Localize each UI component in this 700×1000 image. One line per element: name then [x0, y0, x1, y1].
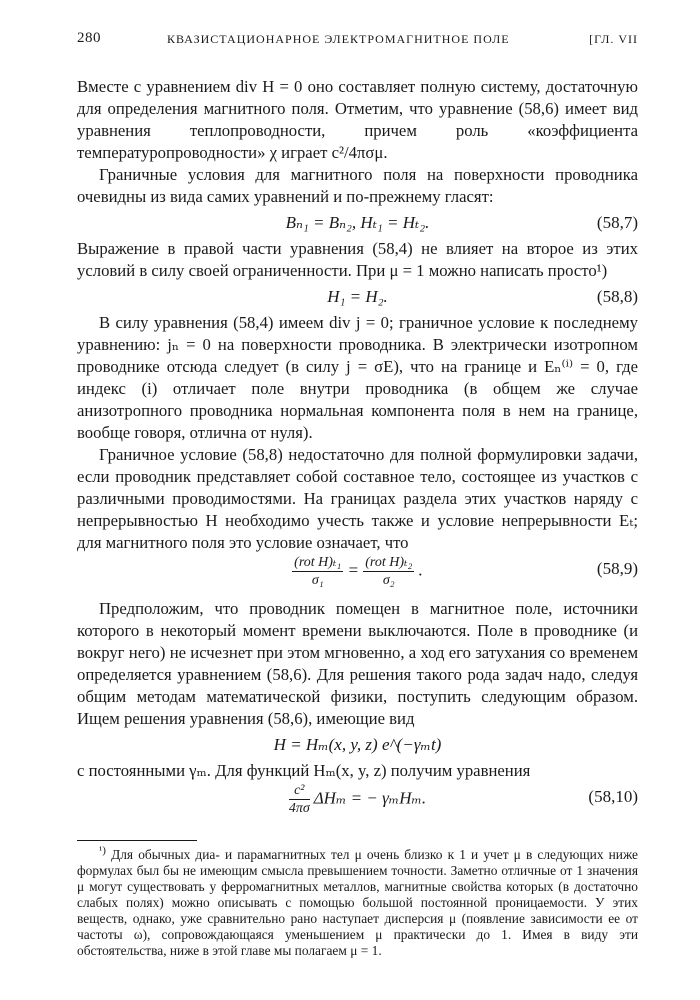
footnote-text: Для обычных диа- и парамагнитных тел μ очень близко к 1 и учет μ в следующих ниже формулах был бы не имеющим смысла превышением точности. Заметно отличные от 1 значения μ могут существовать у ферромагнитных металлов, магнитные свойства которых (в достаточно слабых полях) можно описывать с помощью большой постоянной проницаемости. У этих веществ, однако, уже сравнительно рано наступает дисперсия μ (появление зависимости ее от частоты ω), сопровождающаяся уменьшением μ практически до 1. Имея в виду эти обстоятельства, ниже в этой главе мы полагаем μ = 1. [77, 847, 638, 958]
equation-58-9-number: (58,9) [596, 559, 638, 578]
fraction-right [363, 554, 414, 589]
fraction-left [292, 554, 343, 589]
equation-58-8-formula: H₁ = H₂. [327, 287, 388, 306]
equation-h-form [77, 730, 638, 760]
page-body [77, 76, 638, 826]
equation-58-8-number: (58,8) [596, 287, 638, 306]
equation-58-7-number: (58,7) [596, 213, 638, 232]
chapter-label: [ГЛ. VII [589, 32, 638, 46]
equation-58-10 [77, 782, 638, 826]
equation-end-dot: . [418, 560, 423, 580]
footnote-mark: ¹) [99, 844, 106, 857]
fraction-c2-4pisigma [289, 782, 310, 817]
paragraph-5: Граничное условие (58,8) недостаточно для полной формулировки задачи, если проводник представляет собой составное тело, состоящее из участков с различными проводимостями. На границах раздела этих участков наряду с непрерывностью H необходимо учесть также и условие непрерывности Eₜ; для магнитного поля это условие означает, что [77, 445, 638, 552]
paragraph-1: Вместе с уравнением div H = 0 оно составляет полную систему, достаточную для определения магнитного поля. Отметим, что уравнение (58,6) имеет вид уравнения теплопроводности, причем роль «коэффициента температуропроводности» χ играет c²/4πσμ. [77, 77, 638, 162]
fraction-numerator: c² [289, 782, 310, 800]
footnote-1 [77, 844, 638, 959]
equation-58-9 [77, 554, 638, 598]
equation-58-8 [77, 282, 638, 312]
paragraph-3: Выражение в правой части уравнения (58,4) не влияет на второе из этих условий в силу своей ограниченности. При μ = 1 можно написать просто¹) [77, 239, 638, 280]
footnotes [77, 840, 638, 959]
equals-sign: = [347, 560, 359, 580]
fraction-right-numerator: (rot H)ₜ₂ [365, 555, 413, 570]
fraction-left-numerator: (rot H)ₜ₁ [294, 555, 342, 570]
equation-58-7 [77, 208, 638, 238]
equation-58-9-formula [77, 554, 638, 589]
footnote-rule [77, 840, 197, 841]
paragraph-7: с постоянными γₘ. Для функций Hₘ(x, y, z) получим уравнения [77, 761, 531, 780]
page-number: 280 [77, 30, 101, 46]
paragraph-6: Предположим, что проводник помещен в магнитное поле, источники которого в некоторый момент времени выключаются. Поле в проводнике (и вокруг него) не исчезнет при этом мгновенно, а ход его затухания со временем определяется уравнением (58,6). Для решения такого рода задач надо, следуя общим методам математической физики, поступить следующим образом. Ищем решения уравнения (58,6), имеющие вид [77, 599, 638, 728]
paragraph-2: Граничные условия для магнитного поля на поверхности проводника очевидны из вида самих уравнений и по-прежнему гласят: [77, 165, 638, 206]
equation-58-7-formula: Bₙ₁ = Bₙ₂, Hₜ₁ = Hₜ₂. [285, 213, 430, 232]
running-title: КВАЗИСТАЦИОНАРНОЕ ЭЛЕКТРОМАГНИТНОЕ ПОЛЕ [167, 32, 510, 46]
equation-58-10-number: (58,10) [588, 787, 638, 806]
fraction-denominator: 4πσ [288, 801, 310, 816]
equation-58-10-rest: ΔHₘ = − γₘHₘ. [313, 788, 427, 808]
equation-58-10-formula [77, 782, 638, 817]
fraction-right-denominator: σ₂ [382, 573, 395, 588]
equation-h-form-formula: H = Hₘ(x, y, z) e^(−γₘt) [273, 735, 442, 754]
running-header [77, 30, 638, 52]
fraction-left-denominator: σ₁ [311, 573, 324, 588]
paragraph-4: В силу уравнения (58,4) имеем div j = 0; граничное условие к последнему уравнению: jₙ = 0 на поверхности проводника. В электрически изотропном проводнике отсюда следует (в силу j = σE), что на границе и Eₙ⁽ⁱ⁾ = 0, где индекс (i) отличает поле внутри проводника (в общем же случае анизотропного проводника нормальная компонента поля в нем на границе, вообще говоря, отлична от нуля). [77, 313, 638, 442]
